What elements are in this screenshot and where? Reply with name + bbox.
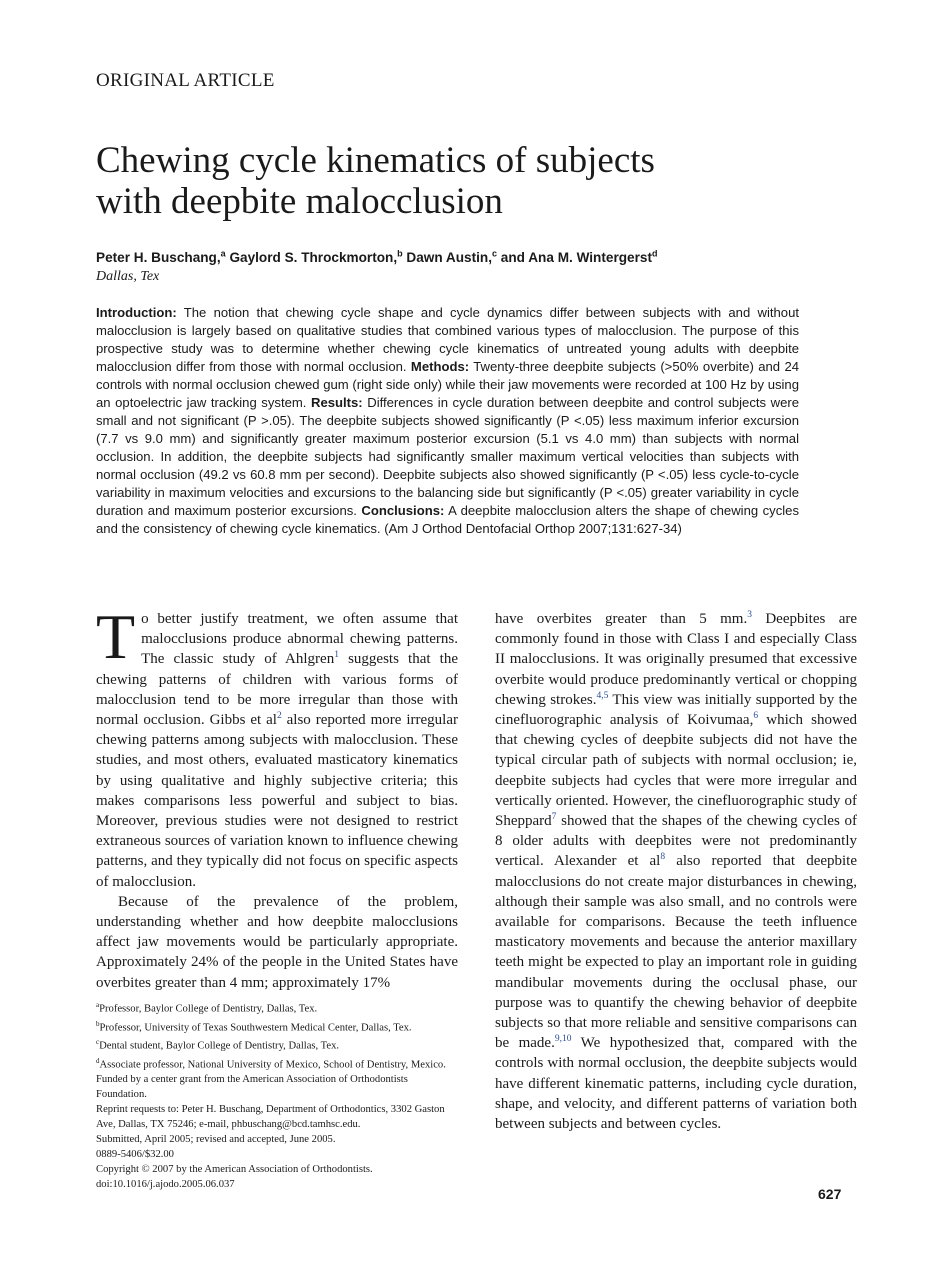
- page-number: 627: [818, 1186, 842, 1202]
- reference-citation[interactable]: 7: [551, 812, 557, 823]
- author: Peter H. Buschang,$^a$: [96, 248, 226, 265]
- footnote-marker: b: [96, 1019, 100, 1028]
- footnote-text: Reprint requests to: Peter H. Buschang, Department of Orthodontics, 3302 Gaston Ave, Dallas, TX 75246; e-mail, phbuschang@bcd.tamhsc.edu.: [96, 1104, 445, 1131]
- reference-citation[interactable]: 6: [753, 711, 759, 722]
- author-location: Dallas, Tex: [96, 269, 160, 284]
- footnote-text: doi:10.1016/j.ajodo.2005.06.037: [96, 1179, 235, 1191]
- footnote-text: Copyright © 2007 by the American Association of Orthodontists.: [96, 1164, 373, 1176]
- reference-citation[interactable]: 8: [660, 852, 666, 863]
- abstract-introduction-label: Introduction:: [96, 305, 177, 320]
- reference-citation[interactable]: 4,5: [596, 690, 609, 701]
- footnote: [96, 1147, 458, 1162]
- drop-cap: T: [96, 601, 136, 672]
- abstract-methods-label: Methods:: [410, 359, 470, 374]
- author-list: [96, 248, 856, 265]
- body-paragraph: have overbites greater than 5 mm.$^3$ Deepbites are commonly found in those with Class I and especially Class II malocclusions. It was originally presumed that excessive overbite would produce predominantly vertical or chopping chewing strokes.$^{4,5}$ This view was initially supported by the cinefluorographic analysis of Koivumaa,$^6$ which showed that chewing cycles of deepbite subjects did not have the typical circular path of subjects with normal occlusion; ie, deepbite subjects had cycles that were more irregular and vertically oriented. However, the cinefluorographic study of Sheppard$^7$ showed that the shapes of the chewing cycles of 8 older adults with deepbites were not predominantly vertical. Alexander et $al^8$ also reported that deepbite malocclusions do not create major disturbances in chewing, although their sample was also small, and no controls were available for comparisons. Because the teeth influence masticatory movements and because the anterior maxillary teeth might be expected to play an important role in guiding mandibular movements during the occlusal phase, our purpose was to quantify the chewing behavior of deepbite subjects so that more reliable and sensitive comparisons can be made.$^{9,10}$ We hypothesized that, compared with the controls with normal occlusion, the deepbite subjects would have different kinematic patterns, including cycle duration, shape, and velocity, and different patterns of variation both between subjects and between cycles.: [495, 610, 858, 1133]
- reference-citation[interactable]: 3: [747, 610, 752, 620]
- footnote: [96, 1162, 458, 1177]
- footnote-marker: c: [96, 1038, 100, 1047]
- author: Gaylord S. Throckmorton,$^b$: [229, 248, 403, 265]
- reference-citation[interactable]: 2: [276, 711, 282, 722]
- footnote-text: Dental student, Baylor College of Dentistry, Dallas, Tex.: [99, 1040, 340, 1052]
- body-column-left: [96, 601, 458, 993]
- footnote: [96, 1054, 458, 1073]
- footnote-text: Associate professor, National University of Mexico, School of Dentistry, Mexico.: [99, 1059, 446, 1071]
- abstract: [96, 304, 799, 538]
- author: Dawn Austin,$^c$: [406, 248, 498, 265]
- body-column-right: [495, 609, 857, 1134]
- footnote-marker: a: [96, 1001, 100, 1009]
- footnote-text: Submitted, April 2005; revised and accepted, June 2005.: [96, 1134, 336, 1146]
- footnote: [96, 1102, 458, 1132]
- footnote: [96, 1017, 458, 1036]
- abstract-results-label: Results:: [310, 395, 363, 410]
- footnote: [96, 1035, 458, 1054]
- reference-citation[interactable]: 9,10: [554, 1034, 572, 1045]
- body-paragraph: Because of the prevalence of the problem, understanding whether and how deepbite malocclusions affect jaw movements would be particularly appropriate. Approximately 24% of the people in the United States have overbites greater than 4 mm; approximately 17%: [96, 893, 458, 991]
- abstract-results-text: Differences in cycle duration between deepbite and control subjects were small and not significant (P >.05). The deepbite subjects showed significantly (P <.05) less maximum inferior excursion (7.7 vs 9.0 mm) and significantly greater maximum posterior excursion (5.1 vs 4.0 mm) than subjects with normal occlusion. In addition, the deepbite subjects had significantly smaller maximum vertical velocities than subjects with normal occlusion (49.2 vs 60.8 mm per second). Deepbite subjects also showed significantly (P <.05) less cycle-to-cycle variability in maximum velocities and excursions to the balancing side but significantly (P <.05) greater variability in cycle duration and maximum posterior excursions.: [96, 395, 799, 518]
- title-line-1: Chewing cycle kinematics of subjects: [96, 140, 655, 181]
- footnote-text: Funded by a center grant from the American Association of Orthodontists Foundation.: [96, 1074, 408, 1101]
- footnote: [96, 1177, 458, 1192]
- footnote: [96, 1072, 458, 1102]
- footnote-text: Professor, University of Texas Southwestern Medical Center, Dallas, Tex.: [99, 1022, 412, 1034]
- reference-citation[interactable]: 1: [334, 650, 339, 661]
- footnotes: [96, 998, 458, 1192]
- abstract-conclusions-text: A deepbite malocclusion alters the shape of chewing cycles and the consistency of chewing cycle kinematics. (Am J Orthod Dentofacial Orthop 2007;131:627-34): [96, 503, 799, 536]
- section-label: ORIGINAL ARTICLE: [96, 70, 275, 91]
- footnote-text: Professor, Baylor College of Dentistry, Dallas, Tex.: [99, 1003, 318, 1015]
- footnote: [96, 1132, 458, 1147]
- footnote-marker: d: [96, 1056, 100, 1065]
- abstract-methods-text: Twenty-three deepbite subjects (>50% overbite) and 24 controls with normal occlusion chewed gum (right side only) while their jaw movements were recorded at 100 Hz by using an optoelectric jaw tracking system.: [96, 359, 800, 410]
- footnote-text: 0889-5406/$32.00: [96, 1149, 174, 1161]
- article-title: [96, 140, 856, 222]
- abstract-conclusions-label: Conclusions:: [361, 503, 445, 518]
- author: and Ana M. Wintergerst$^d$: [500, 248, 658, 265]
- footnote: [96, 998, 458, 1017]
- body-paragraph: To better justify treatment, we often assume that malocclusions produce abnormal chewing patterns. The classic study of Ahlgren$^1$ suggests that the chewing patterns of children with various forms of malocclusion tend to be more irregular than those with normal occlusion. Gibbs et $al^2$ also reported more irregular chewing patterns among subjects with malocclusion. These studies, and most others, evaluated masticatory kinematics by using qualitative and highly subjective criteria; this makes comparisons less powerful and subject to bias. Moreover, previous studies were not designed to restrict extraneous sources of variation known to influence chewing patterns, and they typically did not focus on specific aspects of malocclusion.: [96, 601, 458, 890]
- title-line-2: with deepbite malocclusion: [96, 181, 503, 222]
- abstract-introduction-text: The notion that chewing cycle shape and cycle dynamics differ between subjects with and without malocclusion is largely based on qualitative studies that combined various types of malocclusion. The purpose of this prospective study was to determine whether chewing cycle kinematics of untreated young adults with deepbite malocclusion differ from those with normal occlusion.: [96, 305, 799, 374]
